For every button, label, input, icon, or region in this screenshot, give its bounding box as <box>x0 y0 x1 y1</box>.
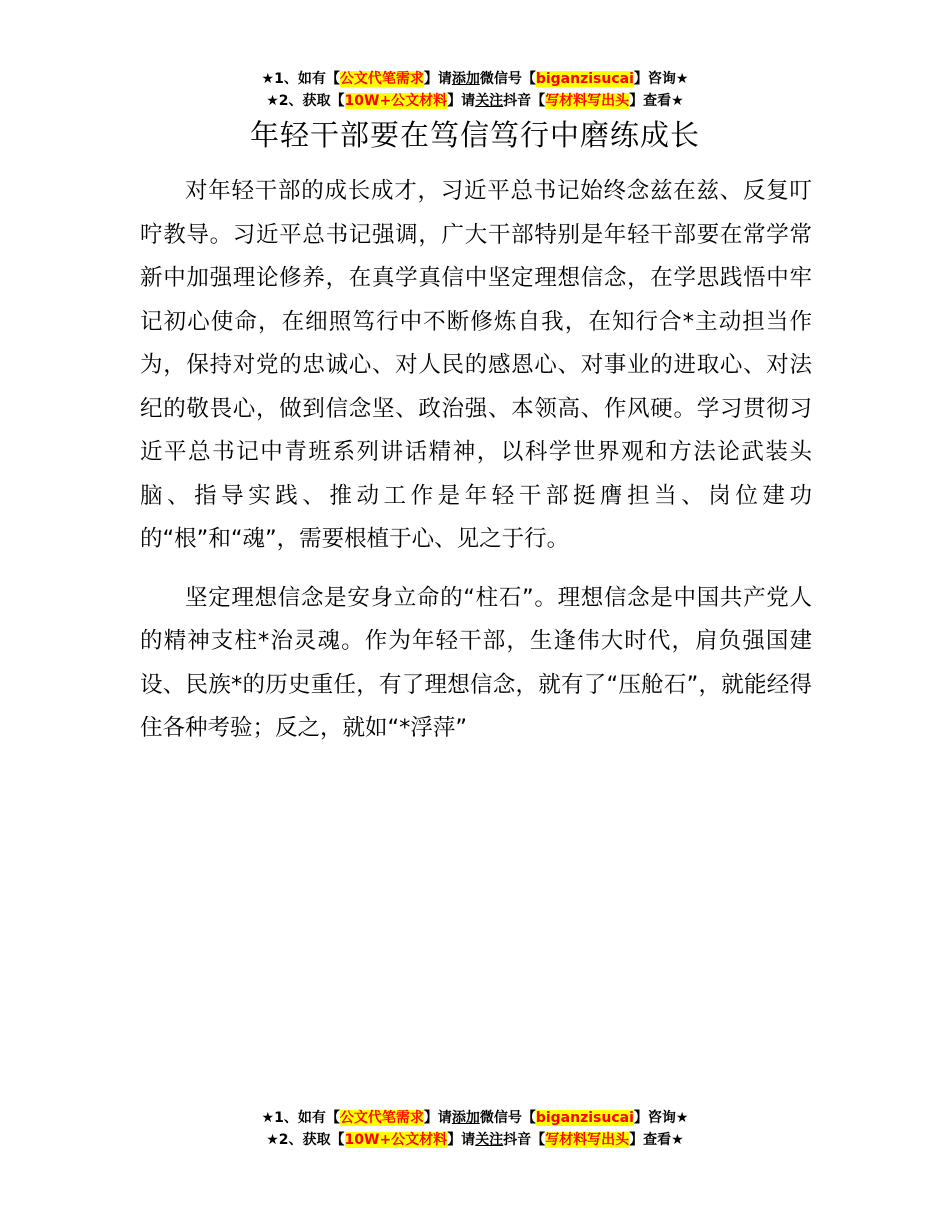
banner-highlight: 10W+公文材料 <box>344 93 448 109</box>
banner-line-2 <box>0 1129 950 1151</box>
paragraph-2: 坚定理想信念是安身立命的“柱石”。理想信念是中国共产党人的精神支柱*治灵魂。作为年轻干部，生逢伟大时代，肩负强国建设、民族*的历史重任，有了理想信念，就有了“压舱石”，就能经得住各种考验；反之，就如“*浮萍” <box>140 584 812 741</box>
banner-line-1 <box>0 1107 950 1129</box>
banner-emphasis: 关注 <box>475 1132 504 1148</box>
banner-text: ★1、如有【 <box>261 71 340 87</box>
banner-text: 】咨询★ <box>633 1110 689 1126</box>
banner-text: 】查看★ <box>629 1132 684 1148</box>
banner-emphasis: 添加 <box>451 1110 480 1126</box>
banner-emphasis: 添加 <box>451 71 480 87</box>
banner-text: 抖音【 <box>503 93 546 109</box>
douyin-id-highlight: 写材料写出头 <box>545 1132 630 1148</box>
banner-line-2 <box>0 90 950 112</box>
banner-highlight: 公文代笔需求 <box>339 71 424 87</box>
footer-banner <box>0 1107 950 1151</box>
banner-text: ★2、获取【 <box>266 1132 345 1148</box>
banner-line-1 <box>0 68 950 90</box>
banner-text: 】请 <box>423 71 452 87</box>
wechat-id-highlight: biganzisucai <box>535 71 634 87</box>
banner-text: 】查看★ <box>629 93 684 109</box>
banner-text: 微信号【 <box>479 71 536 87</box>
banner-text: 】咨询★ <box>633 71 689 87</box>
wechat-id-highlight: biganzisucai <box>535 1110 634 1126</box>
banner-text: 微信号【 <box>479 1110 536 1126</box>
banner-highlight: 10W+公文材料 <box>344 1132 448 1148</box>
document-title: 年轻干部要在笃信笃行中磨练成长 <box>249 118 700 152</box>
document-body <box>140 170 812 766</box>
header-banner <box>0 68 950 112</box>
banner-text: 】请 <box>447 1132 476 1148</box>
banner-emphasis: 关注 <box>475 93 504 109</box>
banner-text: 抖音【 <box>503 1132 546 1148</box>
paragraph-1: 对年轻干部的成长成才，习近平总书记始终念兹在兹、反复叮咛教导。习近平总书记强调，广大干部特别是年轻干部要在常学常新中加强理论修养，在真学真信中坚定理想信念，在学思践悟中牢记初心使命，在细照笃行中不断修炼自我，在知行合*主动担当作为，保持对党的忠诚心、对人民的感恩心、对事业的进取心、对法纪的敬畏心，做到信念坚、政治强、本领高、作风硬。学习贯彻习近平总书记中青班系列讲话精神，以科学世界观和方法论武装头脑、指导实践、推动工作是年轻干部挺膺担当、岗位建功的“根”和“魂”，需要根植于心、见之于行。 <box>140 178 812 552</box>
douyin-id-highlight: 写材料写出头 <box>545 93 630 109</box>
banner-highlight: 公文代笔需求 <box>339 1110 424 1126</box>
banner-text: ★1、如有【 <box>261 1110 340 1126</box>
banner-text: 】请 <box>423 1110 452 1126</box>
banner-text: 】请 <box>447 93 476 109</box>
banner-text: ★2、获取【 <box>266 93 345 109</box>
